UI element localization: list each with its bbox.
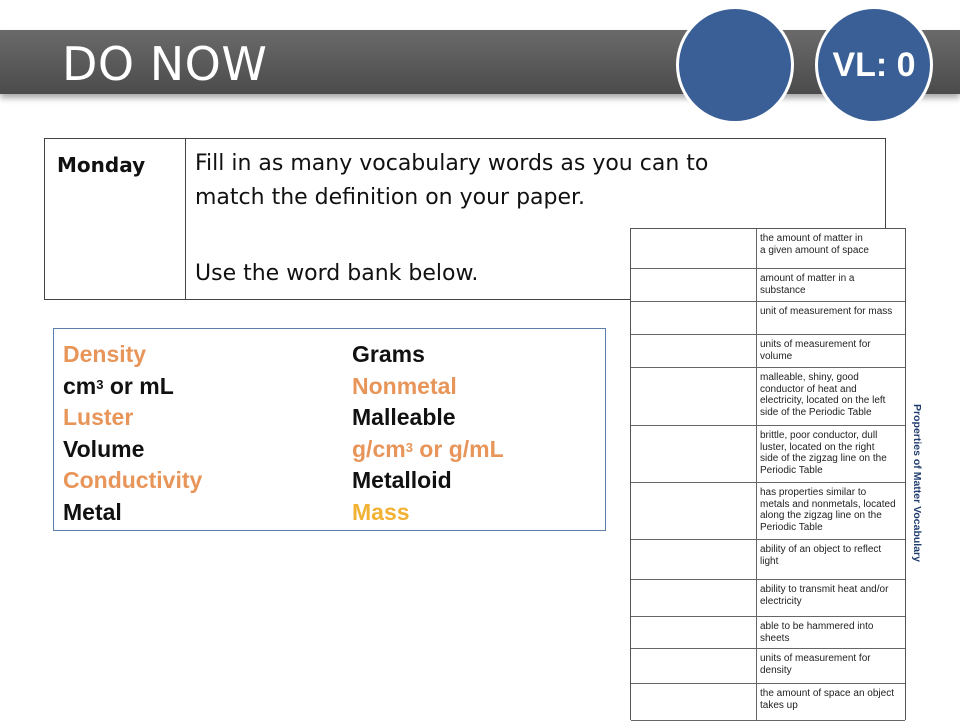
worksheet-row	[631, 368, 905, 426]
instruction-line-2: match the definition on your paper.	[195, 185, 586, 210]
definition-text: unit of measurement for mass	[760, 306, 893, 317]
answer-blank	[631, 302, 757, 334]
answer-blank	[631, 684, 757, 720]
answer-blank	[631, 426, 757, 482]
word-bank-right-column	[352, 339, 504, 529]
definition-text: the amount of space an object takes up	[760, 688, 894, 711]
answer-blank	[631, 229, 757, 268]
definition-text: ability to transmit heat and/or electricity	[760, 584, 889, 607]
worksheet-row	[631, 617, 905, 649]
definition-text: able to be hammered into sheets	[760, 621, 874, 644]
word-bank-item: Luster	[63, 404, 134, 431]
word-bank-item: Grams	[352, 341, 425, 367]
word-bank-item: Mass	[352, 498, 410, 525]
worksheet-row	[631, 302, 905, 335]
definition-text: units of measurement for density	[760, 653, 871, 676]
word-bank-item: Nonmetal	[352, 372, 457, 399]
worksheet-row	[631, 269, 905, 302]
page-title: DO NOW	[62, 37, 268, 91]
answer-blank	[631, 368, 757, 425]
answer-blank	[631, 269, 757, 301]
word-bank-item: Volume	[63, 435, 145, 462]
answer-blank	[631, 580, 757, 616]
worksheet-side-title-text: Properties of Matter Vocabulary	[911, 404, 923, 562]
definition-text: units of measurement for volume	[760, 339, 871, 362]
word-bank-item: Malleable	[352, 404, 456, 431]
worksheet-side-title	[907, 398, 927, 568]
vocabulary-worksheet	[630, 228, 906, 720]
word-bank-item: Metal	[63, 498, 122, 525]
word-bank-item: $g/cm^3$ or g/mL	[352, 435, 504, 462]
instruction-line-3: Use the word bank below.	[195, 261, 479, 286]
worksheet-row	[631, 229, 905, 269]
worksheet-row	[631, 426, 905, 483]
definition-text: amount of matter in a substance	[760, 273, 855, 296]
word-bank-item: Metalloid	[352, 467, 452, 494]
definition-text: the amount of matter in a given amount of space	[760, 233, 869, 256]
answer-blank	[631, 335, 757, 367]
answer-blank	[631, 540, 757, 579]
word-bank-item: $cm^3$ or mL	[63, 372, 174, 399]
worksheet-row	[631, 335, 905, 368]
worksheet-row	[631, 483, 905, 540]
worksheet-row	[631, 649, 905, 684]
answer-blank	[631, 483, 757, 539]
answer-blank	[631, 649, 757, 683]
definition-text: has properties similar to metals and nonmetals, located along the zigzag line on the Periodic Table	[760, 487, 896, 533]
day-cell	[45, 139, 186, 299]
instruction-line-1: Fill in as many vocabulary words as you can to	[195, 151, 709, 176]
decorative-circle	[676, 6, 794, 124]
word-bank	[53, 328, 606, 531]
definition-text: brittle, poor conductor, dull luster, located on the right side of the zigzag line on the Periodic Table	[760, 430, 887, 476]
word-bank-item: Conductivity	[63, 467, 203, 494]
worksheet-row	[631, 540, 905, 580]
day-label: Monday	[57, 153, 146, 177]
definition-text: malleable, shiny, good conductor of heat and electricity, located on the left side of the Periodic Table	[760, 372, 886, 418]
word-bank-left-column	[63, 339, 202, 529]
worksheet-row	[631, 684, 905, 721]
word-bank-item: Density	[63, 341, 147, 367]
definition-text: ability of an object to reflect light	[760, 544, 882, 567]
answer-blank	[631, 617, 757, 648]
vl-badge: VL: 0	[832, 45, 916, 84]
worksheet-row	[631, 580, 905, 617]
